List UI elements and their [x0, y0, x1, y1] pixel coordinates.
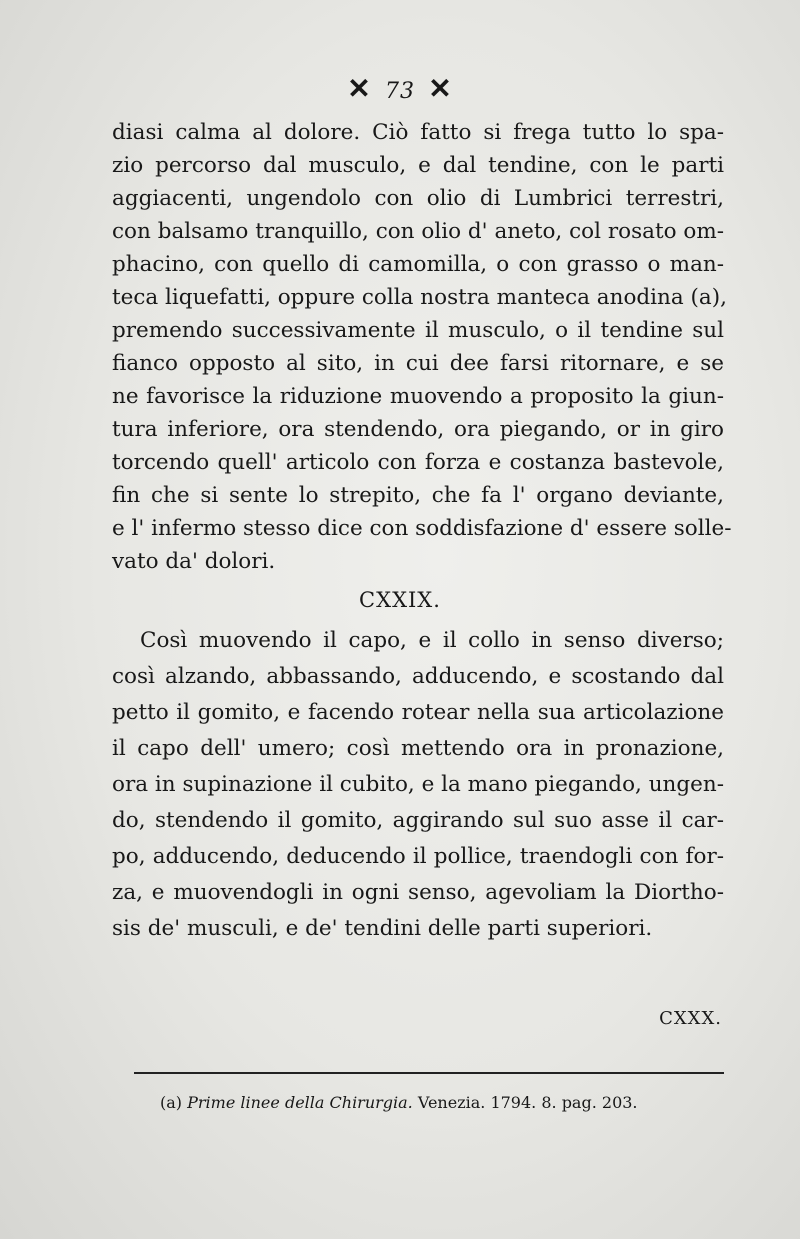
footnote-publication: Venezia. 1794. 8. pag. 203.: [417, 1093, 638, 1112]
text-line: premendo successivamente il musculo, o il tendine sul: [112, 318, 724, 343]
ornament-right-icon: ✕: [428, 72, 453, 105]
footnote-rule: [134, 1072, 724, 1074]
footnote: [160, 1093, 720, 1112]
text-line: diasi calma al dolore. Ciò fatto si frega tutto lo spa-: [112, 120, 724, 145]
text-line: torcendo quell' articolo con forza e costanza bastevole,: [112, 450, 724, 475]
text-line: aggiacenti, ungendolo con olio di Lumbrici terrestri,: [112, 186, 724, 211]
page-header: [0, 72, 800, 105]
text-line: phacino, con quello di camomilla, o con grasso o man-: [112, 252, 724, 277]
text-line: con balsamo tranquillo, con olio d' aneto, col rosato om-: [112, 219, 724, 244]
text-line: e l' infermo stesso dice con soddisfazione d' essere solle-: [112, 516, 732, 541]
page-number: 73: [385, 79, 415, 104]
text-line: za, e muovendogli in ogni senso, agevoliam la Diortho-: [112, 880, 724, 905]
text-line: do, stendendo il gomito, aggirando sul suo asse il car-: [112, 808, 724, 833]
text-line: petto il gomito, e facendo rotear nella sua articolazione: [112, 700, 724, 725]
text-line: zio percorso dal musculo, e dal tendine, con le parti: [112, 153, 724, 178]
text-line: vato da' dolori.: [112, 549, 276, 574]
text-line: sis de' musculi, e de' tendini delle parti superiori.: [112, 916, 653, 941]
text-line: ne favorisce la riduzione muovendo a proposito la giun-: [112, 384, 724, 409]
section-heading: CXXIX.: [359, 588, 441, 612]
text-line: tura inferiore, ora stendendo, ora piegando, or in giro: [112, 417, 724, 442]
catchword: CXXX.: [659, 1008, 722, 1029]
text-line: teca liquefatti, oppure colla nostra manteca anodina (a),: [112, 285, 727, 310]
text-line: così alzando, abbassando, adducendo, e scostando dal: [112, 664, 724, 689]
footnote-title: Prime linee della Chirurgia.: [187, 1093, 413, 1112]
footnote-marker: (a): [160, 1093, 183, 1112]
ornament-left-icon: ✕: [347, 72, 372, 105]
text-line: fianco opposto al sito, in cui dee farsi ritornare, e se: [112, 351, 724, 376]
text-line: Così muovendo il capo, e il collo in senso diverso;: [140, 628, 724, 653]
text-line: ora in supinazione il cubito, e la mano piegando, ungen-: [112, 772, 724, 797]
text-line: il capo dell' umero; così mettendo ora in pronazione,: [112, 736, 724, 761]
text-line: po, adducendo, deducendo il pollice, traendogli con for-: [112, 844, 724, 869]
text-line: fin che si sente lo strepito, che fa l' organo deviante,: [112, 483, 724, 508]
